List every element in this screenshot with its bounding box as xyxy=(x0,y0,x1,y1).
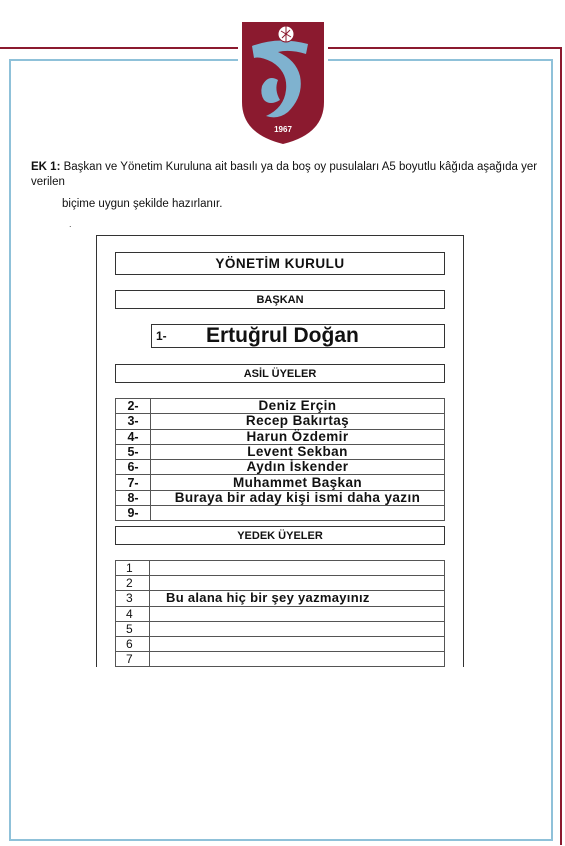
table-row xyxy=(116,490,445,505)
substitute-number: 3 xyxy=(116,591,150,606)
substitute-name xyxy=(150,621,445,636)
substitute-number: 1 xyxy=(116,561,150,576)
member-name: Muhammet Başkan xyxy=(151,475,445,490)
substitute-number: 5 xyxy=(116,621,150,636)
substitute-number: 4 xyxy=(116,606,150,621)
club-logo xyxy=(238,16,328,148)
members-heading: ASİL ÜYELER xyxy=(115,364,445,383)
member-number: 8- xyxy=(116,490,151,505)
member-name: Recep Bakırtaş xyxy=(151,414,445,429)
stray-dot: . xyxy=(69,219,72,229)
member-number: 7- xyxy=(116,475,151,490)
substitute-number: 6 xyxy=(116,636,150,651)
substitute-name xyxy=(150,561,445,576)
table-row xyxy=(116,444,445,459)
table-row xyxy=(116,475,445,490)
logo-year: 1967 xyxy=(274,125,292,134)
intro-line-2: biçime uygun şekilde hazırlanır. xyxy=(62,198,223,210)
substitute-name xyxy=(150,606,445,621)
substitute-name xyxy=(150,652,445,667)
chair-heading: BAŞKAN xyxy=(115,290,445,309)
table-row xyxy=(116,414,445,429)
member-number: 5- xyxy=(116,444,151,459)
member-number: 4- xyxy=(116,429,151,444)
table-row xyxy=(116,506,445,521)
substitute-number: 7 xyxy=(116,652,150,667)
chair-row xyxy=(151,324,445,348)
chair-name: Ertuğrul Doğan xyxy=(206,324,359,347)
member-name: Levent Sekban xyxy=(151,444,445,459)
table-row xyxy=(116,621,445,636)
member-name: Harun Özdemir xyxy=(151,429,445,444)
member-number: 9- xyxy=(116,506,151,521)
member-name: Deniz Erçin xyxy=(151,399,445,414)
member-number: 2- xyxy=(116,399,151,414)
member-number: 6- xyxy=(116,460,151,475)
table-row xyxy=(116,606,445,621)
table-row xyxy=(116,561,445,576)
intro-text: Başkan ve Yönetim Kuruluna ait basılı ya da boş oy pusulaları A5 boyutlu kâğıda aşağıda yer verilen xyxy=(31,161,538,188)
intro-paragraph xyxy=(31,160,541,190)
table-row xyxy=(116,399,445,414)
substitutes-heading: YEDEK ÜYELER xyxy=(115,526,445,545)
table-row xyxy=(116,591,445,606)
substitute-number: 2 xyxy=(116,576,150,591)
members-table xyxy=(115,398,445,521)
substitute-name xyxy=(150,576,445,591)
chair-number: 1- xyxy=(156,329,167,343)
table-row xyxy=(116,652,445,667)
table-row xyxy=(116,429,445,444)
substitute-name xyxy=(150,636,445,651)
table-row xyxy=(116,636,445,651)
intro-label: EK 1: xyxy=(31,161,61,173)
ballot-form xyxy=(96,235,464,667)
substitute-name: Bu alana hiç bir şey yazmayınız xyxy=(150,591,445,606)
substitutes-table xyxy=(115,560,445,667)
member-name: Aydın İskender xyxy=(151,460,445,475)
table-row xyxy=(116,576,445,591)
member-number: 3- xyxy=(116,414,151,429)
member-name: Buraya bir aday kişi ismi daha yazın xyxy=(151,490,445,505)
member-name xyxy=(151,506,445,521)
table-row xyxy=(116,460,445,475)
ballot-title: YÖNETİM KURULU xyxy=(115,252,445,275)
